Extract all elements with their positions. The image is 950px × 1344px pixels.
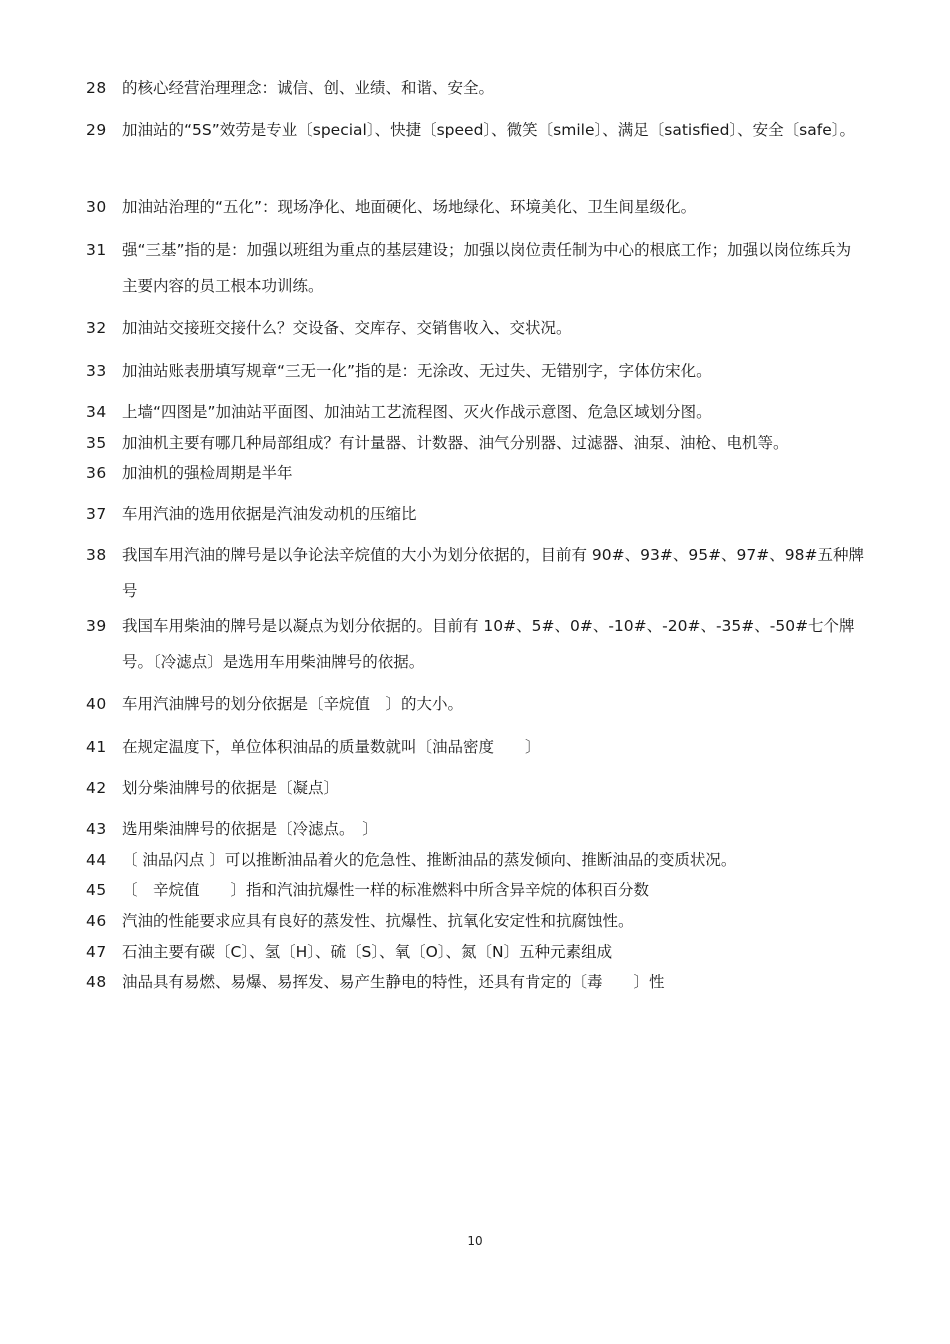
list-item bbox=[86, 70, 866, 106]
list-item bbox=[86, 686, 866, 722]
item-text: 〔 辛烷值 〕指和汽油抗爆性一样的标准燃料中所含异辛烷的体积百分数 bbox=[122, 881, 650, 899]
item-text: 加油站交接班交接什么？交设备、交库存、交销售收入、交状况。 bbox=[122, 319, 572, 337]
list-item bbox=[86, 608, 866, 680]
item-text: 加油机主要有哪几种局部组成？有计量器、计数器、油气分别器、过滤器、油泵、油枪、电机等。 bbox=[122, 434, 789, 452]
list-item bbox=[86, 232, 866, 304]
item-number: 42 bbox=[86, 779, 107, 797]
item-text: 油品具有易燃、易爆、易挥发、易产生静电的特性，还具有肯定的〔毒 〕性 bbox=[122, 973, 665, 991]
item-text: 车用汽油牌号的划分依据是〔辛烷值 〕的大小。 bbox=[122, 695, 464, 713]
list-item bbox=[86, 189, 866, 225]
item-text: 的核心经营治理理念：诚信、创、业绩、和谐、安全。 bbox=[122, 79, 495, 97]
item-text: 我国车用柴油的牌号是以凝点为划分依据的。目前有 10#、5#、0#、-10#、-20#、-35#、-50#七个牌号。〔冷滤点〕是选用车用柴油牌号的依据。 bbox=[122, 617, 855, 671]
list-item bbox=[86, 537, 866, 609]
list-item bbox=[86, 112, 866, 148]
item-number: 35 bbox=[86, 434, 107, 452]
item-number: 29 bbox=[86, 121, 107, 139]
item-text: 选用柴油牌号的依据是〔冷滤点。 〕 bbox=[122, 820, 378, 838]
item-number: 48 bbox=[86, 973, 107, 991]
page-number: 10 bbox=[467, 1234, 483, 1248]
item-number: 36 bbox=[86, 464, 107, 482]
item-number: 38 bbox=[86, 546, 107, 564]
item-number: 28 bbox=[86, 79, 107, 97]
item-number: 44 bbox=[86, 851, 107, 869]
item-text: 车用汽油的选用依据是汽油发动机的压缩比 bbox=[122, 505, 417, 523]
item-number: 31 bbox=[86, 241, 107, 259]
item-text: 石油主要有碳〔C〕、氢〔H〕、硫〔S〕、氧〔O〕、氮〔N〕五种元素组成 bbox=[122, 943, 613, 961]
item-number: 37 bbox=[86, 505, 107, 523]
item-text: 加油站账表册填写规章“三无一化”指的是：无涂改、无过失、无错别字，字体仿宋化。 bbox=[122, 362, 712, 380]
list-item bbox=[86, 353, 866, 389]
item-number: 46 bbox=[86, 912, 107, 930]
item-text: 强“三基”指的是：加强以班组为重点的基层建设；加强以岗位责任制为中心的根底工作；加强以岗位练兵为主要内容的员工根本功训练。 bbox=[122, 241, 852, 295]
item-text: 〔 油品闪点 〕可以推断油品着火的危急性、推断油品的蒸发倾向、推断油品的变质状况。 bbox=[122, 851, 737, 869]
list-item bbox=[86, 496, 866, 532]
item-number: 34 bbox=[86, 403, 107, 421]
item-number: 45 bbox=[86, 881, 107, 899]
item-number: 47 bbox=[86, 943, 107, 961]
item-text: 加油站的“5S”效劳是专业〔special〕、快捷〔speed〕、微笑〔smile〕、满足〔satisfied〕、安全〔safe〕。 bbox=[122, 121, 855, 139]
item-text: 加油站治理的“五化”：现场净化、地面硬化、场地绿化、环境美化、卫生间星级化。 bbox=[122, 198, 697, 216]
item-number: 30 bbox=[86, 198, 107, 216]
item-number: 39 bbox=[86, 617, 107, 635]
item-number: 40 bbox=[86, 695, 107, 713]
item-text: 在规定温度下，单位体积油品的质量数就叫〔油品密度 〕 bbox=[122, 738, 541, 756]
item-text: 加油机的强检周期是半年 bbox=[122, 464, 293, 482]
list-item bbox=[86, 729, 866, 765]
item-text: 汽油的性能要求应具有良好的蒸发性、抗爆性、抗氧化安定性和抗腐蚀性。 bbox=[122, 912, 634, 930]
item-number: 33 bbox=[86, 362, 107, 380]
item-number: 41 bbox=[86, 738, 107, 756]
item-number: 43 bbox=[86, 820, 107, 838]
list-item bbox=[86, 455, 866, 491]
item-text: 上墙“四图是”加油站平面图、加油站工艺流程图、灭火作战示意图、危急区域划分图。 bbox=[122, 403, 712, 421]
list-item bbox=[86, 310, 866, 346]
list-item bbox=[86, 770, 866, 806]
list-item bbox=[86, 964, 866, 1000]
item-text: 划分柴油牌号的依据是〔凝点〕 bbox=[122, 779, 340, 797]
item-number: 32 bbox=[86, 319, 107, 337]
item-text: 我国车用汽油的牌号是以争论法辛烷值的大小为划分依据的，目前有 90#、93#、95#、97#、98#五种牌号 bbox=[122, 546, 864, 600]
